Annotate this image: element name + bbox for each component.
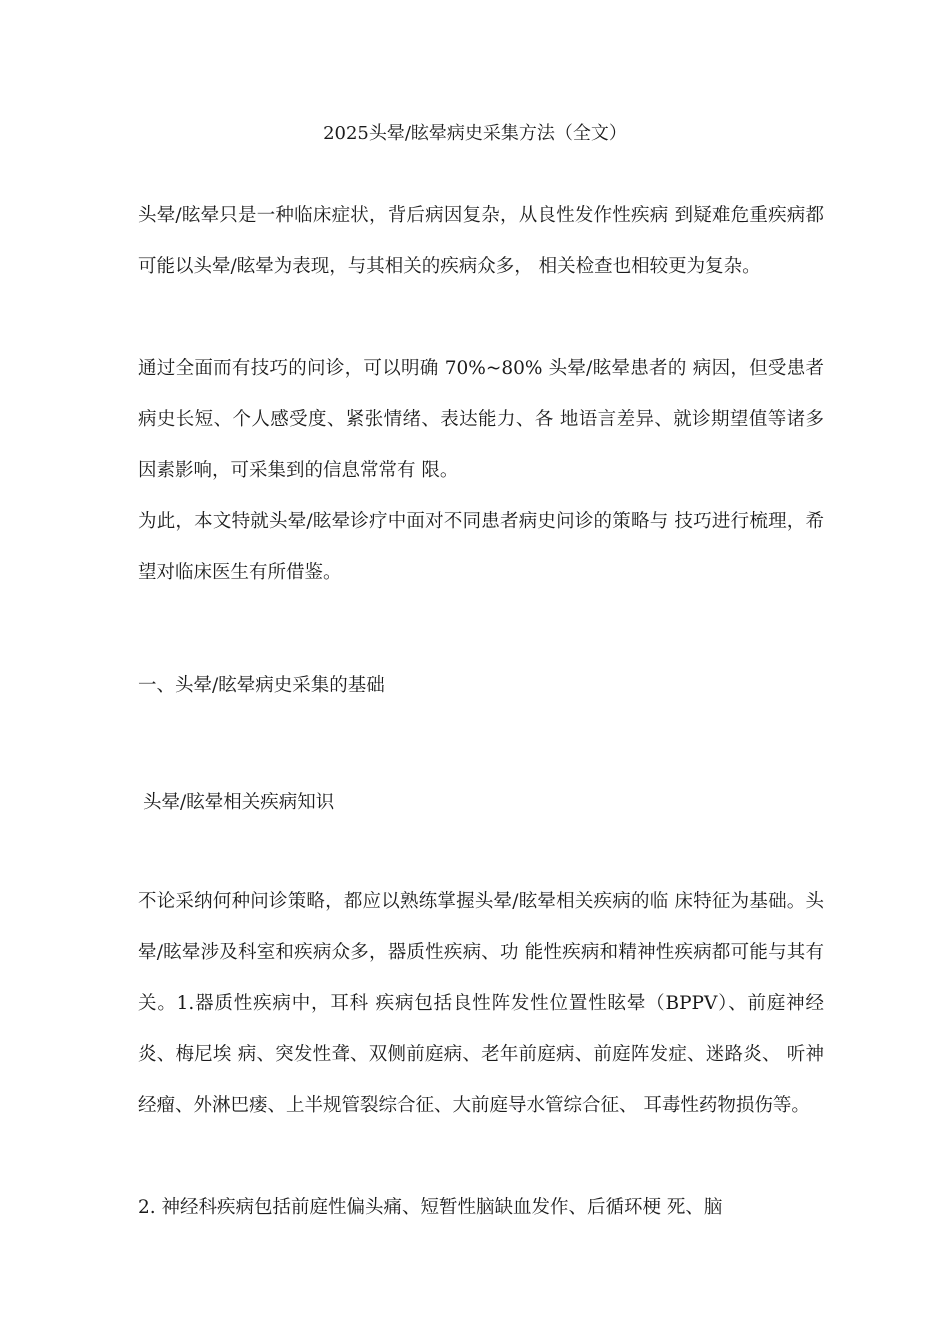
document-title: 2025头晕/眩晕病史采集方法（全文） [323, 123, 627, 144]
subsection-heading-1: 头晕/眩晕相关疾病知识 [143, 792, 335, 813]
intro-paragraph-2: 通过全面而有技巧的问诊，可以明确 70%~80% 头晕/眩晕患者的 病因，但受患者病史长短、个人感受度、紧张情绪、表达能力、各 地语言差异、就诊期望值等诸多因素影响，可采集到的信息常常有 限。 [138, 358, 824, 481]
intro-paragraph-1: 头晕/眩晕只是一种临床症状，背后病因复杂，从良性发作性疾病 到疑难危重疾病都可能以头晕/眩晕为表现，与其相关的疾病众多， 相关检查也相较更为复杂。 [138, 205, 824, 277]
section-paragraph-2: 2. 神经科疾病包括前庭性偏头痛、短暂性脑缺血发作、后循环梗 死、脑 [138, 1197, 723, 1218]
section-heading-1: 一、头晕/眩晕病史采集的基础 [138, 675, 385, 696]
intro-paragraph-3: 为此，本文特就头晕/眩晕诊疗中面对不同患者病史问诊的策略与 技巧进行梳理，希望对临床医生有所借鉴。 [138, 511, 824, 583]
section-paragraph-1: 不论采纳何种问诊策略，都应以熟练掌握头晕/眩晕相关疾病的临 床特征为基础。头晕/眩晕涉及科室和疾病众多，器质性疾病、功 能性疾病和精神性疾病都可能与其有关。1.器质性疾病中，耳科 疾病包括良性阵发性位置性眩晕（BPPV）、前庭神经炎、梅尼埃 病、突发性聋、双侧前庭病、老年前庭病、前庭阵发症、迷路炎、 听神经瘤、外淋巴瘘、上半规管裂综合征、大前庭导水管综合征、 耳毒性药物损伤等。 [138, 891, 824, 1116]
